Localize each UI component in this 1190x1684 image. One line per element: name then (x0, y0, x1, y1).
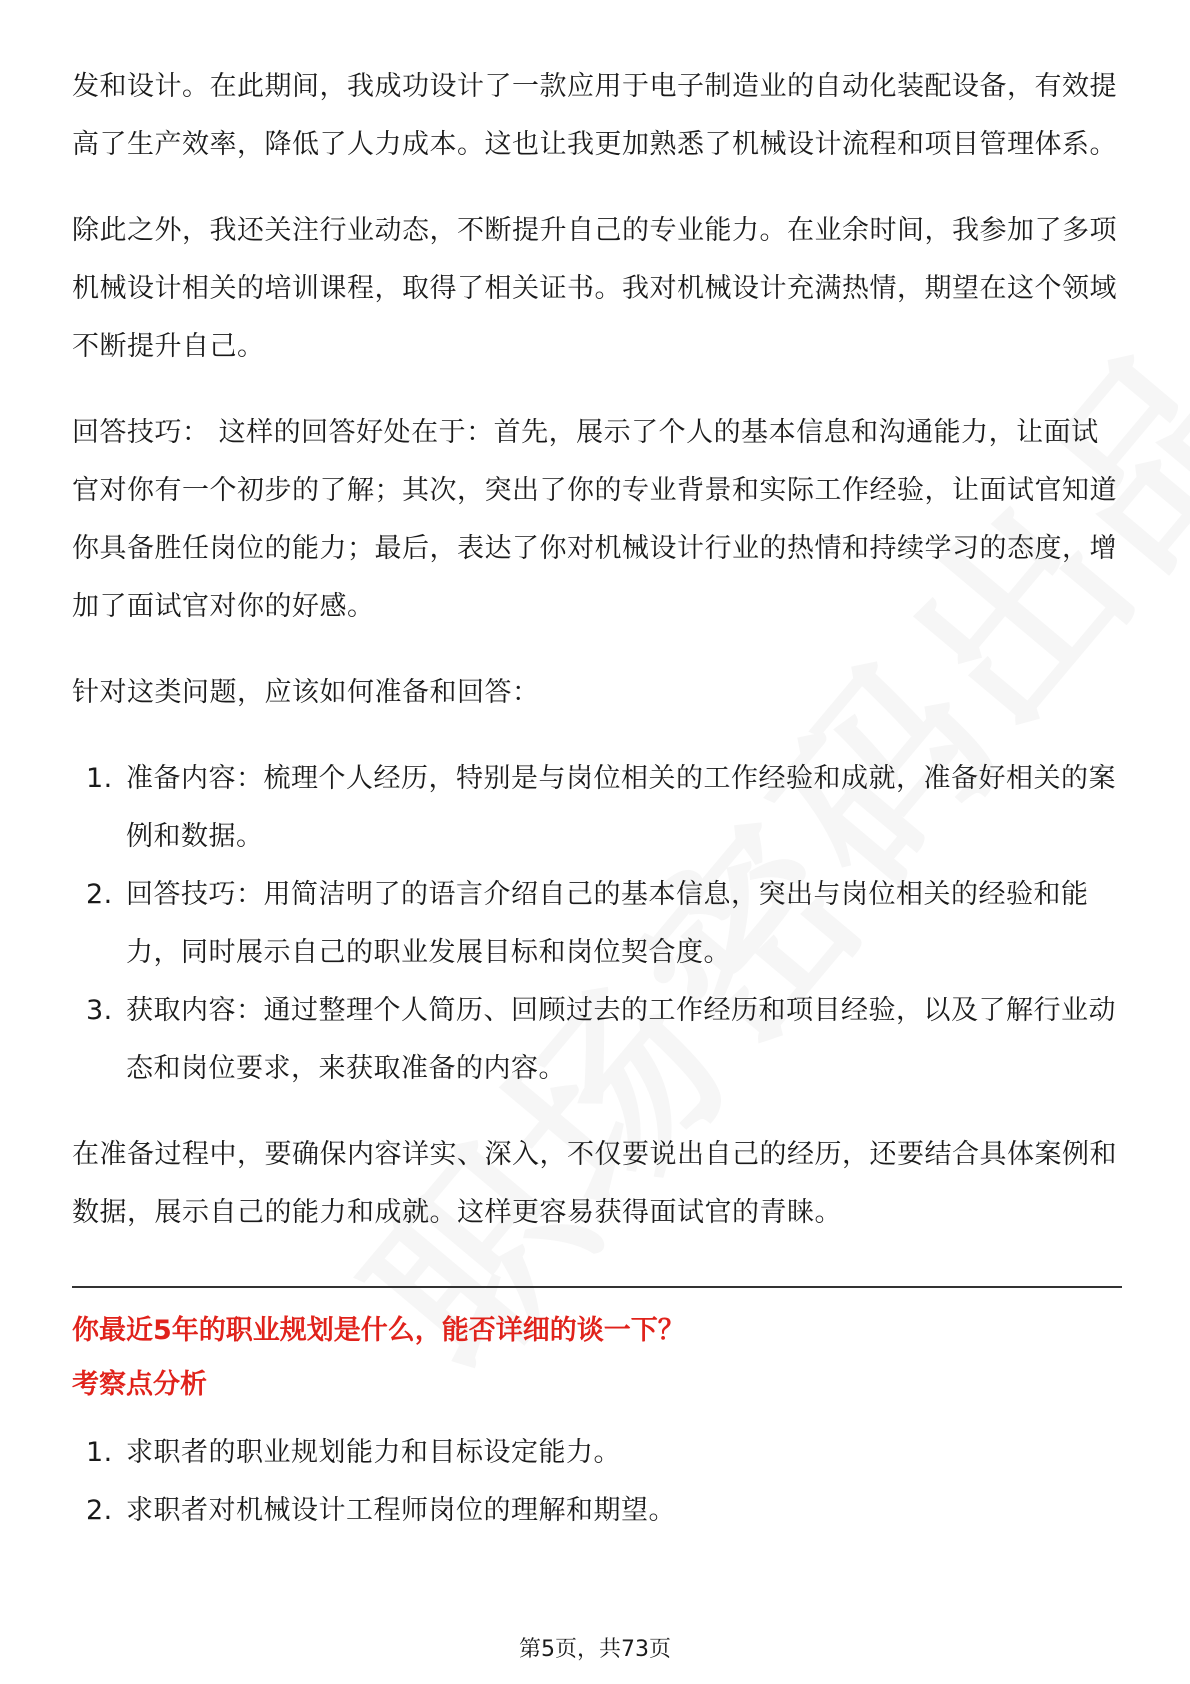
list-item-text: 回答技巧：用简洁明了的语言介绍自己的基本信息，突出与岗位相关的经验和能力，同时展示自己的职业发展目标和岗位契合度。 (126, 879, 1089, 968)
list-item-text: 求职者的职业规划能力和目标设定能力。 (126, 1437, 621, 1468)
list-number: 3. (86, 995, 113, 1026)
list-item-text: 准备内容：梳理个人经历，特别是与岗位相关的工作经验和成就，准备好相关的案例和数据。 (126, 763, 1116, 852)
paragraph-conclusion: 在准备过程中，要确保内容详实、深入，不仅要说出自己的经历，还要结合具体案例和数据，展示自己的能力和成就。这样更容易获得面试官的青睐。 (72, 1139, 1117, 1228)
list-item (72, 866, 1122, 982)
analysis-list (72, 1424, 1122, 1540)
paragraph-experience: 发和设计。在此期间，我成功设计了一款应用于电子制造业的自动化装配设备，有效提高了生产效率，降低了人力成本。这也让我更加熟悉了机械设计流程和项目管理体系。 (72, 71, 1117, 160)
list-item (72, 750, 1122, 866)
section-divider (72, 1286, 1122, 1288)
question-title: 你最近5年的职业规划是什么，能否详细的谈一下？ (72, 1315, 685, 1346)
paragraph-answer-tips: 回答技巧： 这样的回答好处在于：首先，展示了个人的基本信息和沟通能力，让面试官对你有一个初步的了解；其次，突出了你的专业背景和实际工作经验，让面试官知道你具备胜任岗位的能力；最后，表达了你对机械设计行业的热情和持续学习的态度，增加了面试官对你的好感。 (72, 417, 1117, 622)
page-footer: 第5页，共73页 (519, 1637, 671, 1662)
paragraph-self-improvement: 除此之外，我还关注行业动态，不断提升自己的专业能力。在业余时间，我参加了多项机械设计相关的培训课程，取得了相关证书。我对机械设计充满热情，期望在这个领域不断提升自己。 (72, 215, 1117, 362)
list-number: 1. (86, 1437, 113, 1468)
list-number: 1. (86, 763, 113, 794)
prep-list (72, 750, 1122, 1098)
list-number: 2. (86, 879, 113, 910)
list-item-text: 获取内容：通过整理个人简历、回顾过去的工作经历和项目经验，以及了解行业动态和岗位要求，来获取准备的内容。 (126, 995, 1116, 1084)
list-item-text: 求职者对机械设计工程师岗位的理解和期望。 (126, 1495, 676, 1526)
section-subtitle: 考察点分析 (72, 1369, 207, 1400)
list-item (72, 982, 1122, 1098)
list-number: 2. (86, 1495, 113, 1526)
paragraph-how-to-prepare: 针对这类问题，应该如何准备和回答： (72, 677, 540, 708)
list-item (72, 1424, 1122, 1482)
document-page (72, 58, 1122, 1540)
list-item (72, 1482, 1122, 1540)
